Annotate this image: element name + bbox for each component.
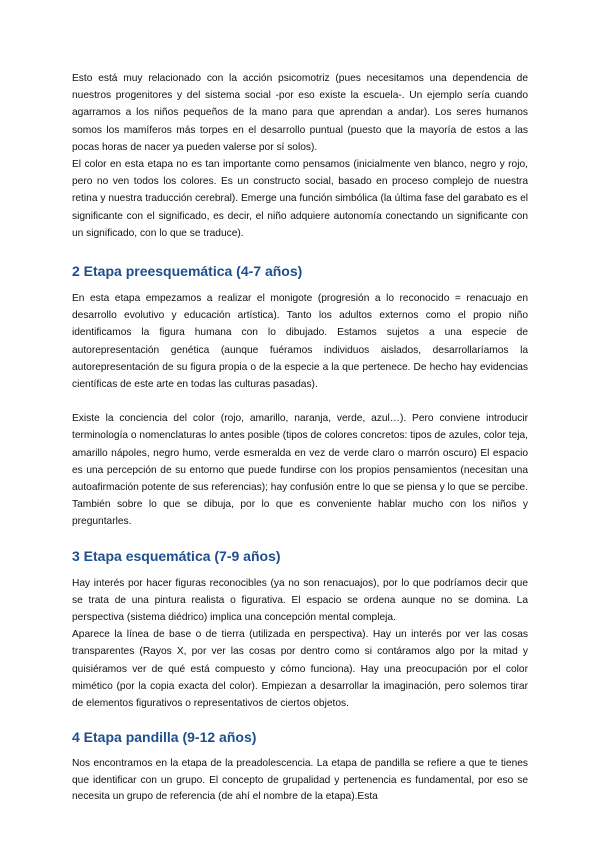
section-heading-preesquematica: 2 Etapa preesquemática (4-7 años)	[72, 263, 303, 280]
preesquematica-paragraph-1: En esta etapa empezamos a realizar el monigote (progresión a lo reconocido = renacuajo en desarrollo evolutivo y educación artística). Tanto los adultos externos como el propio niño identificamos la figura humana con lo dibujado. Estamos sujetos a una especie de autorepresentación genética (aunque fuéramos individuos aislados, desarrollaríamos la autorepresentación de su figura propia o de la especie a la que pertenece. De hecho hay evidencias científicas de este arte en todas las culturas pasadas).	[72, 293, 528, 391]
intro-paragraph-1: Esto está muy relacionado con la acción psicomotriz (pues necesitamos una dependencia de nuestros progenitores y del sistema social -por eso existe la escuela-. Un ejemplo sería cuando agarramos a los niños pequeños de la mano para que aprendan a andar). Los seres humanos somos los mamíferos más torpes en el desarrollo puntual (puesto que la mayoría de estos a las pocas horas de nacer ya pueden valerse por sí solos).	[72, 73, 528, 153]
section-heading-esquematica: 3 Etapa esquemática (7-9 años)	[72, 547, 281, 564]
section-heading-pandilla: 4 Etapa pandilla (9-12 años)	[72, 729, 257, 746]
intro-paragraph-2: El color en esta etapa no es tan importante como pensamos (inicialmente ven blanco, negro y rojo, pero no ven todos los colores. Es un constructo social, basado en proceso complejo de nuestra retina y nuestra traducción cerebral). Emerge una función simbólica (la última fase del garabato es el significante con el significado, es decir, el niño adquiere autonomía conectando un significante con un significado, con lo que se traduce).	[72, 159, 528, 239]
pandilla-paragraph-1: Nos encontramos en la etapa de la preadolescencia. La etapa de pandilla se refiere a que te tienes que identificar con un grupo. El concepto de grupalidad y pertenencia es fundamental, por eso se necesita un grupo de referencia (de ahí el nombre de la etapa).Esta	[72, 758, 528, 802]
document-page	[72, 70, 528, 805]
esquematica-paragraph-2: Aparece la línea de base o de tierra (utilizada en perspectiva). Hay un interés por ver las cosas transparentes (Rayos X, por ver las cosas por dentro como si contáramos algo por la mitad y quisiéramos ver de qué está compuesto y cómo funciona). Hay una preocupación por el color mimético (por la copia exacta del color). Empiezan a desarrollar la imaginación, pero solemos tirar de elementos figurativos o representativos de ciertos objetos.	[72, 629, 528, 710]
section-esquematica	[72, 547, 528, 713]
paragraph-gap	[72, 393, 528, 410]
section-pandilla	[72, 728, 528, 805]
section-preesquematica	[72, 262, 528, 531]
preesquematica-paragraph-2: Existe la conciencia del color (rojo, amarillo, naranja, verde, azul…). Pero conviene introducir terminología o nomenclaturas lo antes posible (tipos de colores concretos: tipos de azules, color teja, amarillo nápoles, negro humo, verde esmeralda en vez de verde claro o marrón oscuro) El espacio es una percepción de su entorno que puede fundirse con los propios pensamientos (necesitan una autoafirmación potente de sus referencias); hay confusión entre lo que se piensa y lo que se percibe. También sobre lo que se dibuja, por lo que es conveniente hablar mucho con los niños y preguntarles.	[72, 413, 528, 528]
esquematica-paragraph-1: Hay interés por hacer figuras reconocibles (ya no son renacuajos), por lo que podríamos decir que se trata de una pintura realista o figurativa. El espacio se ordena aunque no se domina. La perspectiva (sistema diédrico) implica una concepción mental compleja.	[72, 577, 528, 624]
